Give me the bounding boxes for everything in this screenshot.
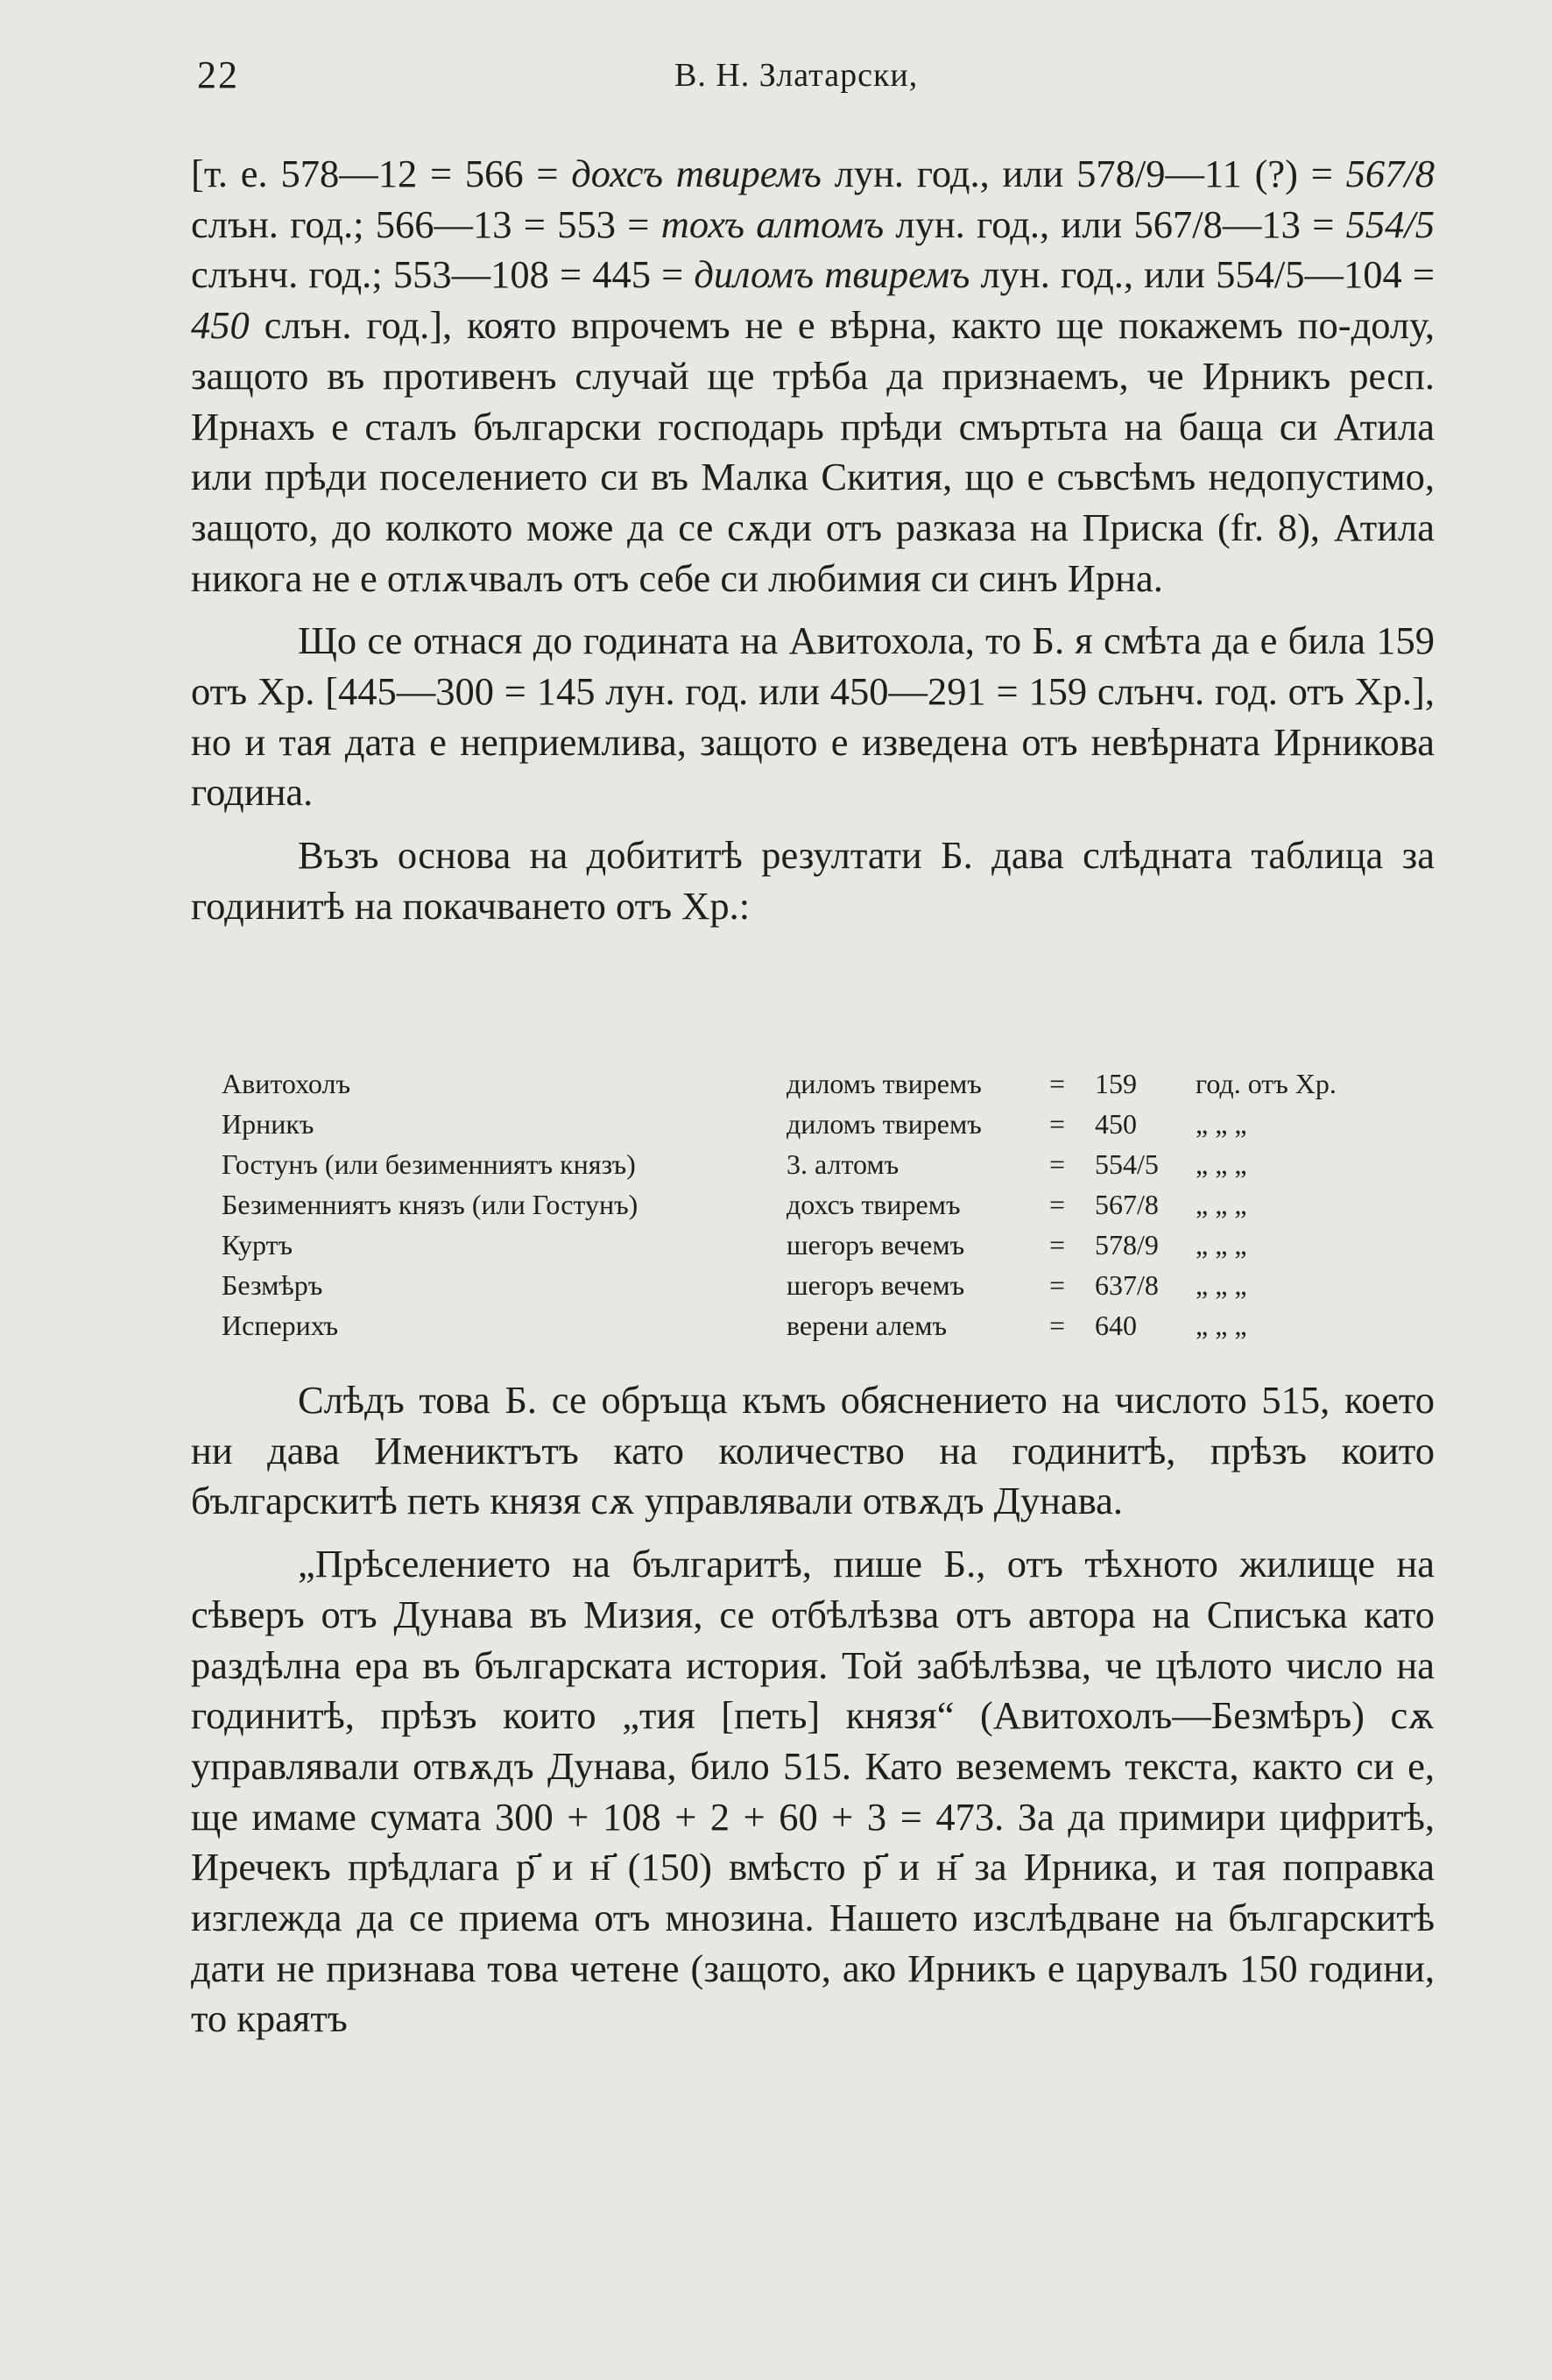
ditto-marks: „ „ „ bbox=[1196, 1310, 1247, 1341]
equals-sign: = bbox=[1049, 1229, 1066, 1261]
year-value: 567/8 bbox=[1095, 1189, 1159, 1220]
ruler-name: Ирникъ bbox=[222, 1108, 314, 1140]
equals-sign: = bbox=[1049, 1068, 1066, 1099]
equals-sign: = bbox=[1049, 1310, 1066, 1341]
equals-sign: = bbox=[1049, 1269, 1066, 1301]
ruler-name: Гостунъ (или безименниятъ князъ) bbox=[222, 1148, 636, 1180]
paragraph-5: „Прѣселението на българитѣ, пише Б., отъ тѣхното жилище на сѣверъ отъ Дунава въ Мизия, се отбѣлѣзва отъ автора на Списъка като раздѣлна ера въ българската история. Той забѣлѣзва, че цѣлото число на годинитѣ, прѣзъ които „тия [петь] князя“ (Авитохолъ—Безмѣръ) сѫ управлявали отвѫдъ Дунава, било 515. Като веземемъ текста, както си е, ще имаме сумата 300 + 108 + 2 + 60 + 3 = 473. За да примири цифритѣ, Иречекъ прѣдлага р҃ и н҃ (150) вмѣсто р҃ и н҃ за Ирника, и тая поправка изглежда да се приема отъ мнозина. Нашето изслѣдване на българскитѣ дати не признава това четене (защото, ако Ирникъ е царувалъ 150 години, то краятъ bbox=[191, 1542, 1435, 2041]
page-header bbox=[197, 53, 1441, 105]
text-span: лун. год., или 567/8—13 = bbox=[884, 201, 1346, 246]
lower-text-block bbox=[191, 1375, 1435, 2045]
year-term: верени алемъ bbox=[787, 1310, 948, 1341]
text-span: [т. е. 578—12 = 566 = bbox=[191, 152, 572, 195]
year-value: 640 bbox=[1095, 1310, 1137, 1341]
equals-sign: = bbox=[1049, 1108, 1066, 1140]
year-value: 554/5 bbox=[1095, 1148, 1159, 1180]
year-term: диломъ твиремъ bbox=[787, 1108, 982, 1140]
year-term: шегоръ вечемъ bbox=[787, 1269, 965, 1301]
italic-term: 450 bbox=[191, 303, 250, 348]
upper-text-block bbox=[191, 149, 1435, 932]
table-row bbox=[222, 1144, 1430, 1184]
ditto-marks: „ „ „ bbox=[1196, 1148, 1247, 1180]
table-row bbox=[222, 1225, 1430, 1265]
equals-sign: = bbox=[1049, 1148, 1066, 1180]
italic-term: дохсъ твиремъ bbox=[571, 152, 822, 195]
equals-sign: = bbox=[1049, 1189, 1066, 1220]
table-row bbox=[222, 1305, 1430, 1345]
paragraph-4: Слѣдъ това Б. се обръща къмъ обяснението на числото 515, което ни дава Имениктътъ като количество на годинитѣ, прѣзъ които българскитѣ петь князя сѫ управлявали отвѫдъ Дунава. bbox=[191, 1378, 1435, 1523]
ditto-marks: „ „ „ bbox=[1196, 1269, 1247, 1301]
ditto-marks: „ „ „ bbox=[1196, 1108, 1247, 1140]
ruler-name: Исперихъ bbox=[222, 1310, 339, 1341]
text-span: слънч. год.; 553—108 = 445 = bbox=[191, 252, 695, 297]
year-term: диломъ твиремъ bbox=[787, 1068, 982, 1099]
table-row bbox=[222, 1265, 1430, 1305]
italic-term: тохъ алтомъ bbox=[660, 201, 885, 246]
year-term: 3. алтомъ bbox=[787, 1148, 899, 1180]
paragraph-1 bbox=[191, 149, 1435, 604]
paragraph-3: Възъ основа на добититѣ резултати Б. дава слѣдната таблица за годинитѣ на покачването отъ Хр.: bbox=[191, 833, 1435, 928]
year-value: 637/8 bbox=[1095, 1269, 1159, 1301]
ruler-name: Безименниятъ князъ (или Гостунъ) bbox=[222, 1189, 638, 1220]
year-term: дохсъ твиремъ bbox=[787, 1189, 961, 1220]
ditto-marks: „ „ „ bbox=[1196, 1189, 1247, 1220]
year-value: 159 bbox=[1095, 1068, 1137, 1099]
italic-term: диломъ твиремъ bbox=[694, 252, 970, 297]
table-row bbox=[222, 1104, 1430, 1144]
year-term: шегоръ вечемъ bbox=[787, 1229, 965, 1261]
ruler-name: Куртъ bbox=[222, 1229, 293, 1261]
ruler-name: Безмѣръ bbox=[222, 1269, 323, 1301]
text-span: лун. год., или 578/9—11 (?) = bbox=[821, 152, 1346, 195]
text-span: лун. год., или 554/5—104 = bbox=[970, 252, 1435, 297]
table-row bbox=[222, 1184, 1430, 1225]
ditto-marks: „ „ „ bbox=[1196, 1229, 1247, 1261]
table-row bbox=[222, 1063, 1430, 1104]
ruler-name: Авитохолъ bbox=[222, 1068, 350, 1099]
text-span: слън. год.; 566—13 = 553 = bbox=[191, 201, 661, 246]
text-span: слън. год.], която впрочемъ не е вѣрна, както ще покажемъ по-долу, защото въ противенъ случай ще трѣба да признаемъ, че Ирникъ респ. Ирнахъ е сталъ български господарь прѣди смъртьта на баща си Атила или прѣди поселението си въ Малка Скития, що е съвсѣмъ недопустимо, защото, до колкото може да се сѫди отъ разказа на Приска (fr. 8), Атила никога не е отлѫчвалъ отъ себе си любимия си синъ Ирна. bbox=[191, 303, 1435, 600]
running-head: В. Н. Златарски, bbox=[674, 57, 919, 94]
year-unit: год. отъ Хр. bbox=[1196, 1068, 1337, 1099]
italic-term: 554/5 bbox=[1345, 201, 1436, 246]
year-value: 578/9 bbox=[1095, 1229, 1159, 1261]
paragraph-2: Що се отнася до годината на Авитохола, то Б. я смѣта да е била 159 отъ Хр. [445—300 = 145 лун. год. или 450—291 = 159 слънч. год. отъ Хр.], но и тая дата е неприемлива, защото е изведена отъ невѣрната Ирникова година. bbox=[191, 618, 1435, 815]
italic-term: 567/8 bbox=[1345, 152, 1435, 195]
chronology-table bbox=[222, 1063, 1430, 1345]
year-value: 450 bbox=[1095, 1108, 1137, 1140]
page-number: 22 bbox=[197, 53, 239, 96]
